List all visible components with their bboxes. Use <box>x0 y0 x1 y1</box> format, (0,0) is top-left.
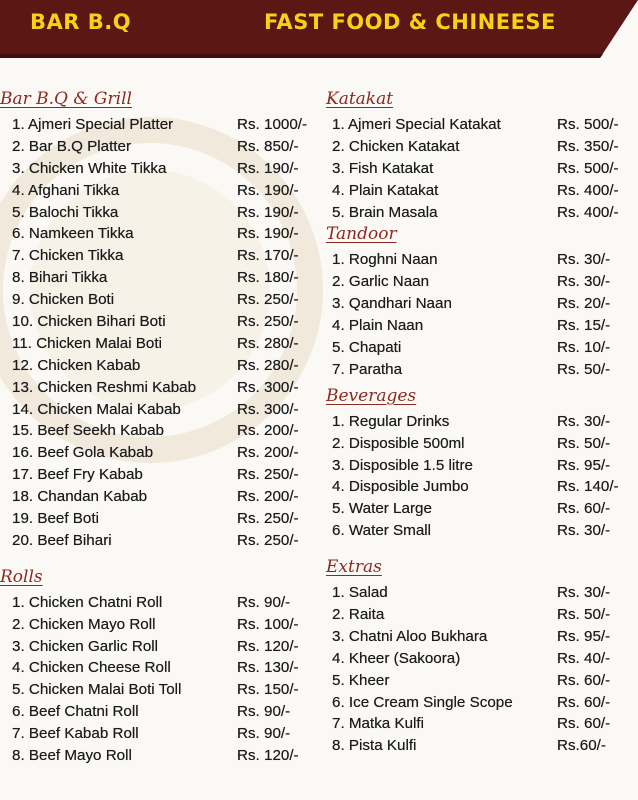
section-title-extras: Extras <box>326 557 382 578</box>
menu-item-row <box>326 202 638 224</box>
menu-item-price: Rs. 15/- <box>557 317 611 335</box>
menu-item-row <box>326 249 638 271</box>
menu-item-name: 3. Chatni Aloo Bukhara <box>332 627 488 645</box>
menu-item-name: 9. Chicken Boti <box>12 291 115 309</box>
menu-item-name: 4. Kheer (Sakoora) <box>332 649 461 667</box>
menu-item-price: Rs. 500/- <box>557 116 619 133</box>
menu-item-price: Rs. 10/- <box>557 339 611 357</box>
menu-item-price: Rs. 190/- <box>237 203 299 221</box>
header-title-fastfood: FAST FOOD & CHINEESE <box>264 10 556 34</box>
menu-item-price: Rs. 60/- <box>557 693 611 711</box>
menu-item-name: 7. Matka Kulfi <box>332 715 425 733</box>
menu-item-name: 13. Chicken Reshmi Kabab <box>12 378 197 396</box>
menu-item-price: Rs. 140/- <box>557 478 619 496</box>
menu-item-price: Rs. 350/- <box>557 137 619 155</box>
menu-item-row <box>0 355 318 377</box>
menu-item-name: 5. Brain Masala <box>332 203 438 221</box>
menu-item-row <box>0 420 318 442</box>
menu-item-price: Rs. 190/- <box>237 159 299 177</box>
section-title-tandoor: Tandoor <box>326 224 397 245</box>
menu-item-name: 11. Chicken Malai Boti <box>12 334 162 352</box>
menu-item-price: Rs. 20/- <box>557 295 611 313</box>
menu-item-price: Rs. 90/- <box>237 725 291 743</box>
section-title-beverages: Beverages <box>326 385 417 406</box>
menu-item-price: Rs. 250/- <box>237 510 299 528</box>
menu-item-row <box>0 657 318 679</box>
menu-item-row <box>0 636 318 658</box>
menu-item-name: 8. Beef Mayo Roll <box>12 747 132 765</box>
menu-item-row <box>326 735 638 757</box>
menu-item-name: 15. Beef Seekh Kabab <box>12 422 164 440</box>
menu-item-price: Rs. 400/- <box>557 181 619 199</box>
menu-item-name: 1. Roghni Naan <box>332 251 438 269</box>
katakat-list <box>326 114 638 223</box>
menu-item-name: 5. Balochi Tikka <box>12 203 119 221</box>
menu-item-row <box>326 411 638 433</box>
menu-item-row <box>0 592 318 614</box>
menu-item-row <box>0 442 318 464</box>
menu-header <box>0 0 638 62</box>
menu-item-name: 2. Chicken Mayo Roll <box>12 615 156 633</box>
menu-item-row <box>0 114 318 136</box>
menu-item-row <box>0 530 318 552</box>
menu-item-row <box>326 498 638 520</box>
menu-item-row <box>326 158 638 180</box>
menu-item-name: 2. Bar B.Q Platter <box>12 137 132 155</box>
barbq-list <box>0 114 318 552</box>
menu-item-name: 12. Chicken Kabab <box>12 356 141 374</box>
menu-item-price: Rs. 400/- <box>557 203 619 221</box>
menu-item-row <box>0 723 318 745</box>
menu-item-name: 14. Chicken Malai Kabab <box>12 400 181 418</box>
menu-item-price: Rs. 250/- <box>237 466 299 484</box>
right-column <box>326 88 638 757</box>
menu-item-name: 19. Beef Boti <box>12 510 99 528</box>
menu-item-name: 4. Chicken Cheese Roll <box>12 659 171 677</box>
menu-item-row <box>0 311 318 333</box>
menu-item-name: 5. Water Large <box>332 500 432 518</box>
menu-item-name: 8. Bihari Tikka <box>12 269 108 287</box>
menu-item-price: Rs. 30/- <box>557 251 611 269</box>
menu-item-name: 2. Garlic Naan <box>332 273 430 291</box>
menu-item-row <box>326 582 638 604</box>
menu-item-price: Rs. 280/- <box>237 356 299 374</box>
menu-item-name: 1. Chicken Chatni Roll <box>12 593 163 611</box>
menu-item-price: Rs. 90/- <box>237 593 291 611</box>
menu-item-name: 3. Chicken Garlic Roll <box>12 637 159 655</box>
menu-item-price: Rs. 60/- <box>557 671 611 689</box>
menu-item-row <box>0 701 318 723</box>
menu-item-price: Rs. 30/- <box>557 522 611 540</box>
menu-item-name: 3. Disposible 1.5 litre <box>332 456 473 474</box>
menu-item-row <box>326 433 638 455</box>
menu-item-name: 6. Ice Cream Single Scope <box>332 693 513 711</box>
menu-item-name: 1. Regular Drinks <box>332 412 450 430</box>
menu-item-name: 18. Chandan Kabab <box>12 488 148 506</box>
section-title-katakat: Katakat <box>326 89 394 109</box>
menu-item-row <box>326 648 638 670</box>
menu-item-row <box>326 114 638 136</box>
menu-item-name: 3. Fish Katakat <box>332 159 434 177</box>
menu-item-price: Rs. 30/- <box>557 273 611 291</box>
menu-item-name: 4. Afghani Tikka <box>12 181 120 199</box>
menu-item-price: Rs. 250/- <box>237 531 299 549</box>
menu-item-price: Rs. 250/- <box>237 313 299 331</box>
menu-item-price: Rs. 30/- <box>557 584 611 602</box>
menu-item-price: Rs. 120/- <box>237 637 299 655</box>
beverages-list <box>326 411 638 542</box>
menu-item-price: Rs. 100/- <box>237 615 299 633</box>
menu-item-name: 10. Chicken Bihari Boti <box>12 313 166 331</box>
menu-item-row <box>326 337 638 359</box>
menu-item-row <box>326 455 638 477</box>
menu-item-price: Rs. 150/- <box>237 681 299 699</box>
menu-item-name: 5. Kheer <box>332 671 390 689</box>
menu-item-price: Rs. 90/- <box>237 703 291 721</box>
menu-item-row <box>326 713 638 735</box>
menu-item-row <box>326 271 638 293</box>
menu-item-price: Rs. 170/- <box>237 247 299 265</box>
rolls-list <box>0 592 318 767</box>
menu-item-price: Rs. 190/- <box>237 225 299 243</box>
menu-item-row <box>0 679 318 701</box>
menu-item-name: 3. Qandhari Naan <box>332 295 452 313</box>
menu-item-price: Rs. 200/- <box>237 422 299 440</box>
menu-item-row <box>0 223 318 245</box>
tandoor-list <box>326 249 638 380</box>
menu-item-row <box>0 245 318 267</box>
menu-item-name: 4. Plain Naan <box>332 317 424 335</box>
menu-item-name: 2. Chicken Katakat <box>332 137 460 155</box>
menu-item-price: Rs. 500/- <box>557 159 619 177</box>
menu-item-price: Rs. 180/- <box>237 269 299 287</box>
menu-item-row <box>0 486 318 508</box>
menu-item-row <box>0 745 318 767</box>
menu-item-row <box>0 202 318 224</box>
menu-item-price: Rs. 95/- <box>557 456 611 474</box>
menu-item-row <box>326 604 638 626</box>
menu-item-name: 5. Chapati <box>332 339 402 357</box>
menu-item-name: 6. Beef Chatni Roll <box>12 703 139 721</box>
section-title-barbq: Bar B.Q & Grill <box>0 89 132 109</box>
section-title-rolls: Rolls <box>0 566 43 587</box>
header-title-barbq: BAR B.Q <box>30 10 132 34</box>
menu-item-row <box>326 180 638 202</box>
menu-item-name: 1. Ajmeri Special Katakat <box>332 116 501 133</box>
menu-item-name: 2. Raita <box>332 606 385 624</box>
menu-item-row <box>0 614 318 636</box>
menu-item-name: 1. Ajmeri Special Platter <box>12 116 174 133</box>
menu-item-price: Rs. 60/- <box>557 715 611 733</box>
menu-item-price: Rs. 130/- <box>237 659 299 677</box>
menu-item-row <box>0 464 318 486</box>
menu-item-row <box>326 315 638 337</box>
menu-item-name: 6. Water Small <box>332 522 432 540</box>
menu-item-price: Rs.60/- <box>557 737 606 755</box>
menu-item-row <box>0 289 318 311</box>
menu-item-row <box>0 508 318 530</box>
menu-item-row <box>326 359 638 381</box>
menu-item-name: 4. Disposible Jumbo <box>332 478 469 496</box>
menu-item-row <box>0 267 318 289</box>
menu-item-price: Rs. 250/- <box>237 291 299 309</box>
menu-item-price: Rs. 50/- <box>557 360 611 378</box>
menu-item-name: 1. Salad <box>332 584 388 602</box>
menu-item-name: 7. Paratha <box>332 360 403 378</box>
menu-item-price: Rs. 190/- <box>237 181 299 199</box>
menu-item-row <box>0 333 318 355</box>
menu-item-row <box>326 136 638 158</box>
menu-item-price: Rs. 300/- <box>237 400 299 418</box>
menu-item-row <box>0 136 318 158</box>
menu-item-name: 7. Chicken Tikka <box>12 247 124 265</box>
menu-item-row <box>326 626 638 648</box>
menu-item-name: 16. Beef Gola Kabab <box>12 444 154 462</box>
menu-item-row <box>326 476 638 498</box>
menu-item-price: Rs. 200/- <box>237 444 299 462</box>
menu-item-name: 8. Pista Kulfi <box>332 737 417 755</box>
menu-item-price: Rs. 40/- <box>557 649 611 667</box>
menu-item-row <box>326 692 638 714</box>
menu-item-price: Rs. 1000/- <box>237 116 308 133</box>
menu-item-name: 7. Beef Kabab Roll <box>12 725 139 743</box>
menu-item-price: Rs. 50/- <box>557 434 611 452</box>
menu-item-name: 3. Chicken White Tikka <box>12 159 167 177</box>
menu-item-name: 2. Disposible 500ml <box>332 434 465 452</box>
menu-item-price: Rs. 280/- <box>237 334 299 352</box>
menu-item-row <box>326 670 638 692</box>
menu-item-price: Rs. 50/- <box>557 606 611 624</box>
menu-item-price: Rs. 60/- <box>557 500 611 518</box>
menu-item-name: 6. Namkeen Tikka <box>12 225 134 243</box>
menu-item-row <box>0 180 318 202</box>
menu-item-price: Rs. 200/- <box>237 488 299 506</box>
menu-item-row <box>326 293 638 315</box>
left-column <box>0 88 318 767</box>
menu-item-row <box>0 377 318 399</box>
menu-item-row <box>326 520 638 542</box>
menu-item-price: Rs. 300/- <box>237 378 299 396</box>
menu-item-name: 5. Chicken Malai Boti Toll <box>12 681 182 699</box>
extras-list <box>326 582 638 757</box>
menu-item-row <box>0 399 318 421</box>
menu-item-price: Rs. 850/- <box>237 137 299 155</box>
menu-item-name: 20. Beef Bihari <box>12 531 112 549</box>
menu-item-name: 17. Beef Fry Kabab <box>12 466 143 484</box>
menu-item-name: 4. Plain Katakat <box>332 181 439 199</box>
menu-item-row <box>0 158 318 180</box>
menu-item-price: Rs. 95/- <box>557 627 611 645</box>
menu-item-price: Rs. 30/- <box>557 412 611 430</box>
menu-item-price: Rs. 120/- <box>237 747 299 765</box>
